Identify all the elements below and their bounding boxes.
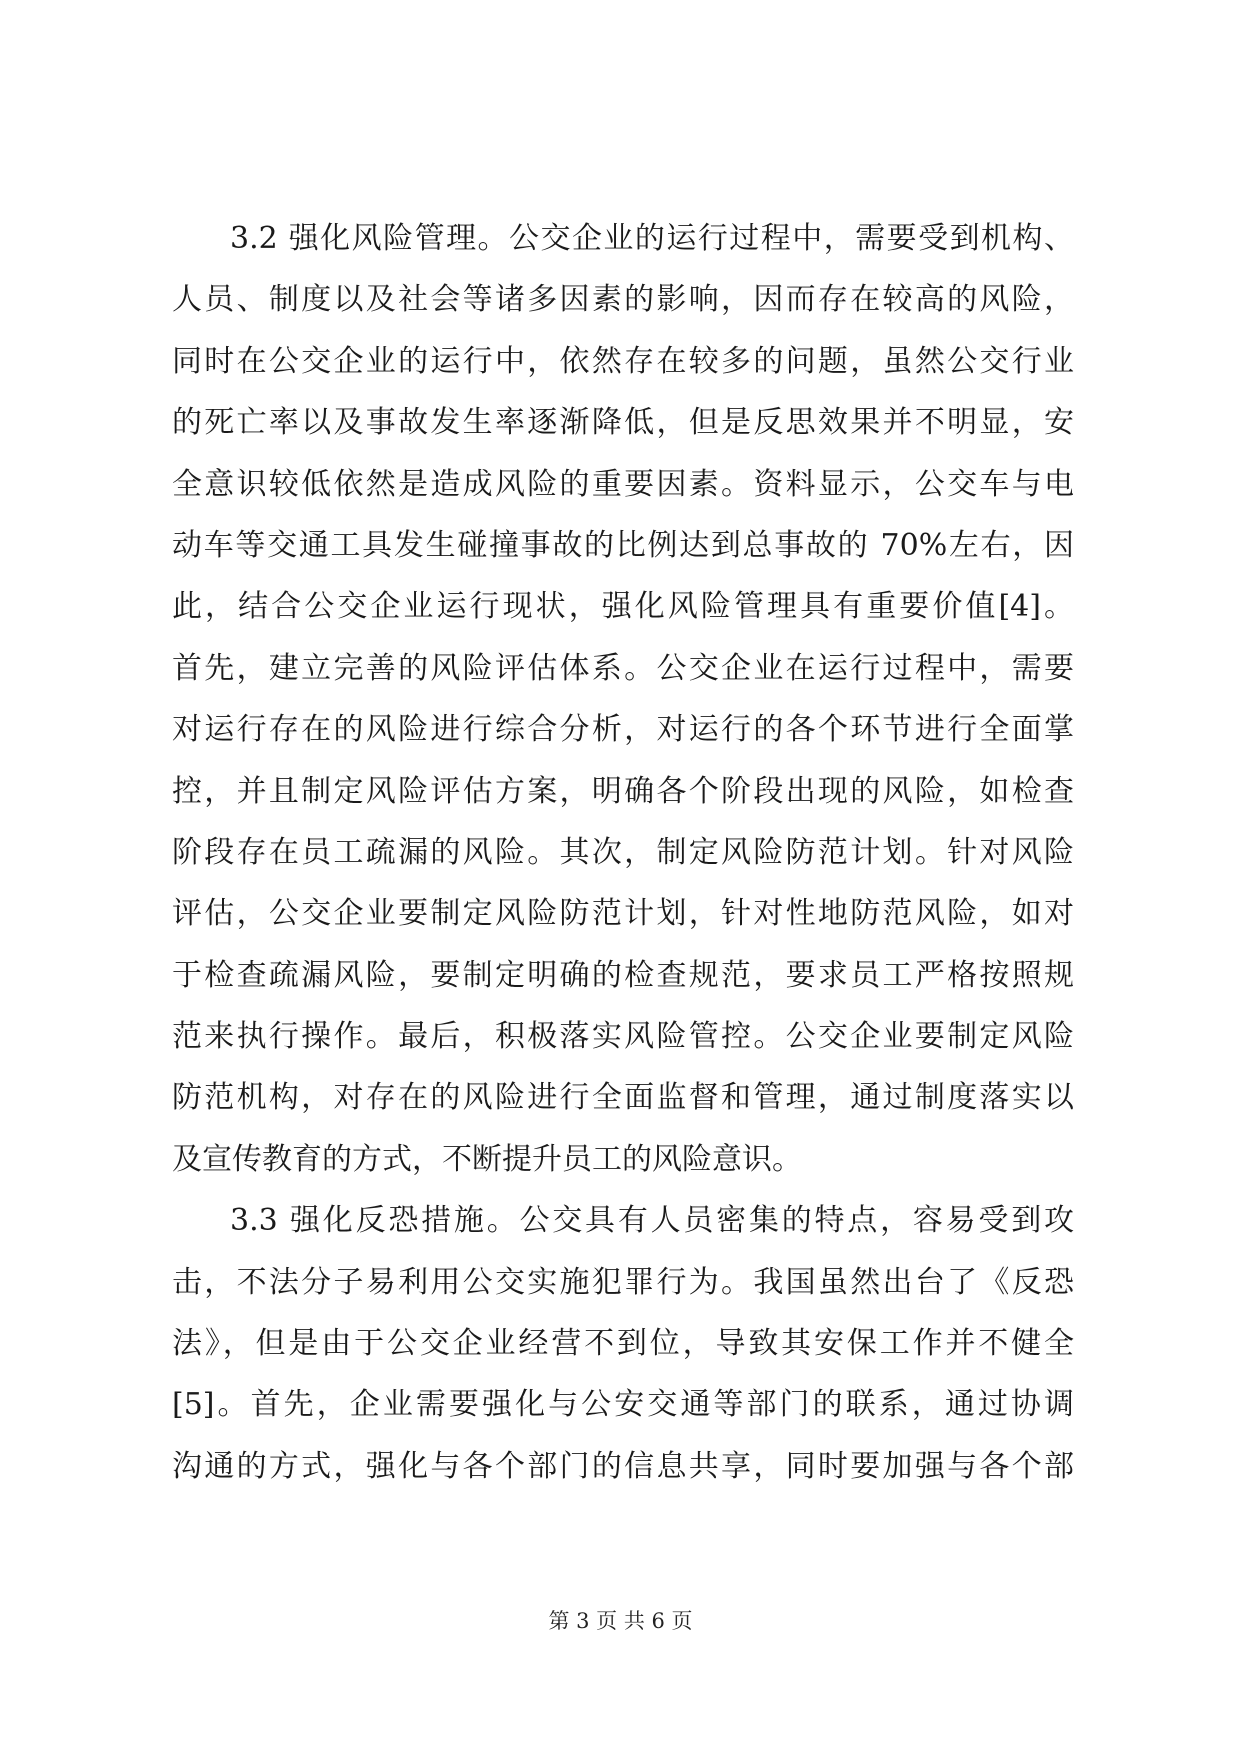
- body-text: [172, 208, 1074, 1497]
- text-line: 击，不法分子易利用公交实施犯罪行为。我国虽然出台了《反恐: [172, 1264, 1074, 1300]
- paragraph-3-3: [172, 1190, 1074, 1497]
- text-line: [5]。首先，企业需要强化与公安交通等部门的联系，通过协调: [172, 1387, 1074, 1423]
- text-line: 控，并且制定风险评估方案，明确各个阶段出现的风险，如检查: [172, 773, 1074, 809]
- text-line: 法》，但是由于公交企业经营不到位，导致其安保工作并不健全: [172, 1326, 1074, 1362]
- text-line: 对运行存在的风险进行综合分析，对运行的各个环节进行全面掌: [172, 712, 1074, 748]
- text-line: 范来执行操作。最后，积极落实风险管控。公交企业要制定风险: [172, 1019, 1074, 1055]
- text-line: 全意识较低依然是造成风险的重要因素。资料显示，公交车与电: [172, 466, 1074, 502]
- text-line: 人员、制度以及社会等诸多因素的影响，因而存在较高的风险，: [172, 282, 1074, 318]
- text-line: 首先，建立完善的风险评估体系。公交企业在运行过程中，需要: [172, 650, 1074, 686]
- text-line: 的死亡率以及事故发生率逐渐降低，但是反思效果并不明显，安: [172, 405, 1074, 441]
- text-line: 沟通的方式，强化与各个部门的信息共享，同时要加强与各个部: [172, 1448, 1074, 1484]
- paragraph-3-2: [172, 208, 1074, 1190]
- text-line: 评估，公交企业要制定风险防范计划，针对性地防范风险，如对: [172, 896, 1074, 932]
- page-number-label: 第 3 页 共 6 页: [548, 1609, 693, 1633]
- text-line: 及宣传教育的方式，不断提升员工的风险意识。: [172, 1141, 802, 1177]
- text-line: 于检查疏漏风险，要制定明确的检查规范，要求员工严格按照规: [172, 957, 1074, 993]
- text-line: 防范机构，对存在的风险进行全面监督和管理，通过制度落实以: [172, 1080, 1074, 1116]
- page-footer: [0, 1606, 1241, 1636]
- text-line: 3.3 强化反恐措施。公交具有人员密集的特点，容易受到攻: [230, 1203, 1074, 1239]
- text-line: 同时在公交企业的运行中，依然存在较多的问题，虽然公交行业: [172, 343, 1074, 379]
- text-line: 3.2 强化风险管理。公交企业的运行过程中，需要受到机构、: [230, 221, 1074, 256]
- text-line: 动车等交通工具发生碰撞事故的比例达到总事故的 70%左右，因: [172, 527, 1074, 563]
- text-line: 阶段存在员工疏漏的风险。其次，制定风险防范计划。针对风险: [172, 834, 1074, 870]
- text-line: 此，结合公交企业运行现状，强化风险管理具有重要价值[4]。: [172, 589, 1074, 625]
